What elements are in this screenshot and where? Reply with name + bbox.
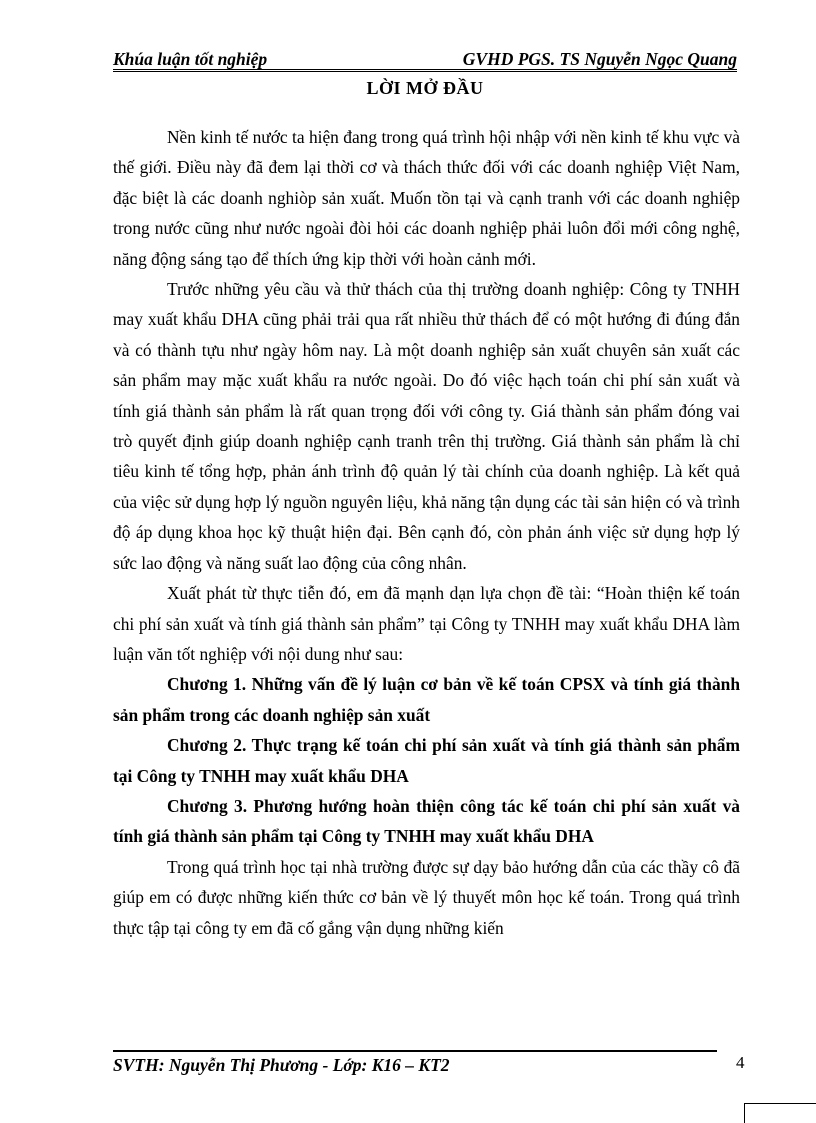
- document-body: [113, 122, 740, 943]
- paragraph-3: Xuất phát từ thực tiễn đó, em đã mạnh dạn lựa chọn đề tài: “Hoàn thiện kế toán chi phí sản xuất và tính giá thành sản phẩm” tại Công ty TNHH may xuất khẩu DHA làm luận văn tốt nghiệp với nội dung như sau:: [113, 583, 740, 664]
- page-corner-mark-vertical: [744, 1103, 745, 1123]
- page-title: LỜI MỞ ĐẦU: [366, 78, 484, 98]
- paragraph-2: Trước những yêu cầu và thử thách của thị trường doanh nghiệp: Công ty TNHH may xuất khẩu DHA cũng phải trải qua rất nhiều thử thách để có một hướng đi đúng đắn và có thành tựu như ngày hôm nay. Là một doanh nghiệp sản xuất chuyên sản xuất các sản phẩm may mặc xuất khẩu ra nước ngoài. Do đó việc hạch toán chi phí sản xuất và tính giá thành sản phẩm là rất quan trọng đối với công ty. Giá thành sản phẩm đóng vai trò quyết định giúp doanh nghiệp cạnh tranh trên thị trường. Giá thành sản phẩm là chỉ tiêu kinh tế tổng hợp, phản ánh trình độ quản lý tài chính của doanh nghiệp. Là kết quả của việc sử dụng hợp lý nguồn nguyên liệu, khả năng tận dụng các tài sản hiện có và trình độ áp dụng khoa học kỹ thuật hiện đại. Bên cạnh đó, còn phản ánh việc sử dụng hợp lý sức lao động và năng suất lao động của công nhân.: [113, 279, 740, 573]
- header-thesis-label: Khúa luận tốt nghiệp: [113, 49, 268, 69]
- chapter-2-heading: Chương 2. Thực trạng kế toán chi phí sản xuất và tính giá thành sản phẩm tại Công ty TNHH may xuất khẩu DHA: [113, 735, 740, 786]
- chapter-1-heading: Chương 1. Những vấn đề lý luận cơ bản về kế toán CPSX và tính giá thành sản phẩm trong các doanh nghiệp sản xuất: [113, 674, 740, 725]
- footer-student-info: SVTH: Nguyễn Thị Phương - Lớp: K16 – KT2: [113, 1055, 450, 1075]
- chapter-3-heading: Chương 3. Phương hướng hoàn thiện công tác kế toán chi phí sản xuất và tính giá thành sản phẩm tại Công ty TNHH may xuất khẩu DHA: [113, 795, 740, 847]
- page-corner-mark-horizontal: [745, 1103, 816, 1104]
- closing-paragraph: Trong quá trình học tại nhà trường được sự dạy bảo hướng dẫn của các thầy cô đã giúp em có được những kiến thức cơ bản về lý thuyết môn học kế toán. Trong quá trình thực tập tại công ty em đã cố gắng vận dụng những kiến: [113, 856, 740, 938]
- footer-divider: [113, 1050, 717, 1052]
- page-number: 4: [736, 1053, 745, 1072]
- header-advisor-label: GVHD PGS. TS Nguyễn Ngọc Quang: [462, 49, 737, 69]
- paragraph-1: Nền kinh tế nước ta hiện đang trong quá trình hội nhập với nền kinh tế khu vực và thế giới. Điều này đã đem lại thời cơ và thách thức đối với các doanh nghiệp Việt Nam, đặc biệt là các doanh nghiòp sản xuất. Muốn tồn tại và cạnh tranh với các doanh nghiệp trong nước cũng như nước ngoài đòi hỏi các doanh nghiệp phải luôn đổi mới công nghệ, năng động sáng tạo để thích ứng kịp thời với hoàn cảnh mới.: [113, 127, 740, 269]
- page-header: [113, 46, 737, 72]
